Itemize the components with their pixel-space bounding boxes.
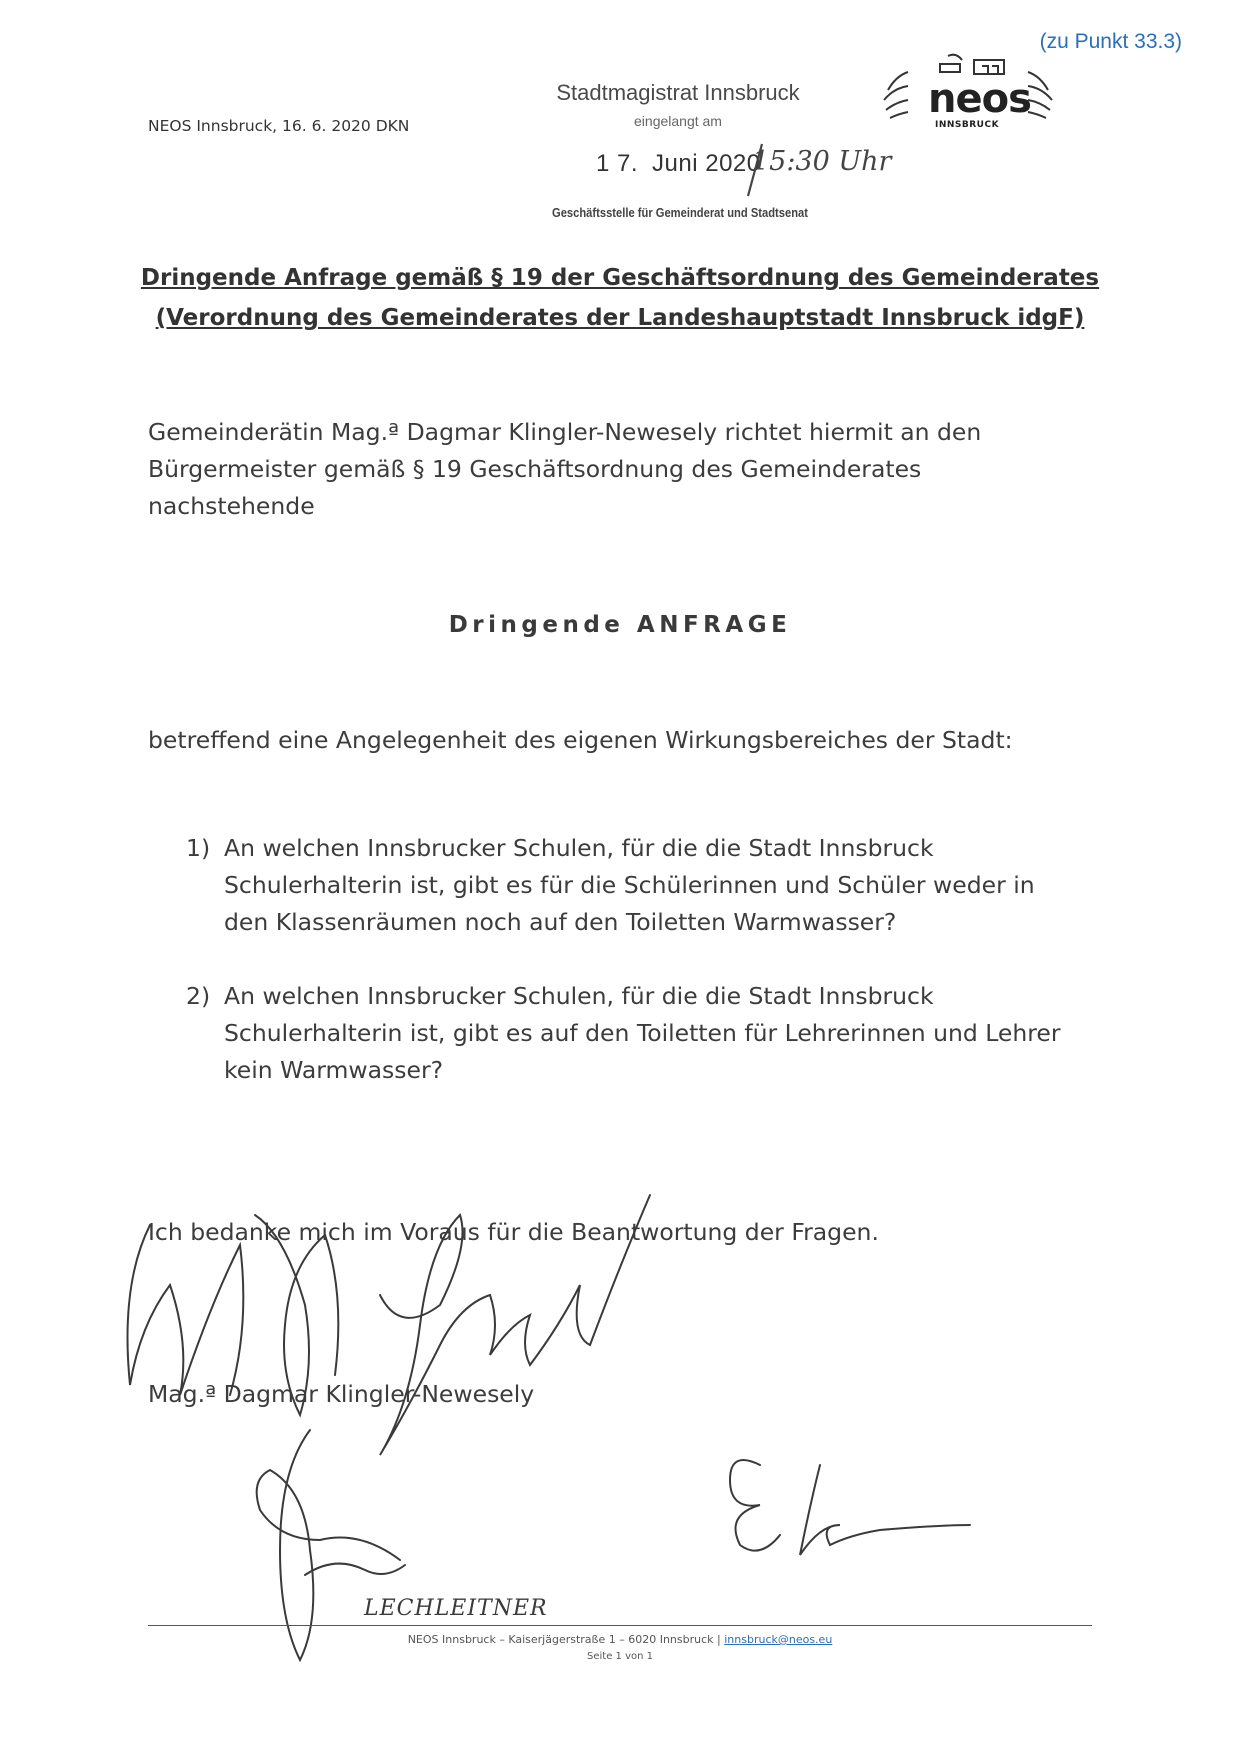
question-line: Schulerhalterin ist, gibt es auf den Toiletten für Lehrerinnen und Lehrer — [224, 1019, 1061, 1047]
document-title-line-1: Dringende Anfrage gemäß § 19 der Geschäftsordnung des Gemeinderates — [140, 265, 1100, 291]
intro-line: Gemeinderätin Mag.ª Dagmar Klingler-Newesely richtet hiermit an den — [148, 418, 982, 446]
closing-sentence: Ich bedanke mich im Voraus für die Beantwortung der Fragen. — [148, 1218, 879, 1246]
question-line: kein Warmwasser? — [224, 1056, 444, 1084]
stamp-office: Stadtmagistrat Innsbruck — [556, 80, 800, 105]
handwritten-name: LECHLEITNER — [364, 1596, 548, 1621]
footer-page-number: Seite 1 von 1 — [587, 1651, 653, 1662]
question-item — [186, 978, 1106, 1089]
reference-note: (zu Punkt 33.3) — [1039, 30, 1182, 53]
footer-email-link[interactable]: innsbruck@neos.eu — [724, 1633, 833, 1646]
stamp-department: Geschäftsstelle für Gemeinderat und Stadtsenat — [552, 205, 808, 220]
stamp-date-month-year: Juni 2020 — [652, 150, 761, 177]
question-number: 1) — [186, 834, 211, 862]
question-list — [186, 830, 1106, 1126]
footer-address-text: NEOS Innsbruck – Kaiserjägerstraße 1 – 6020 Innsbruck | — [407, 1633, 721, 1646]
stamp-received-label: eingelangt am — [634, 113, 722, 129]
request-heading: Dringende ANFRAGE — [448, 612, 792, 638]
stamp-handwritten-time: 15:30 Uhr — [752, 146, 892, 177]
question-line: An welchen Innsbrucker Schulen, für die die Stadt Innsbruck — [224, 982, 934, 1010]
question-line: An welchen Innsbrucker Schulen, für die die Stadt Innsbruck — [224, 834, 934, 862]
neos-logo-text: neos — [928, 76, 1031, 122]
question-line: den Klassenräumen noch auf den Toiletten Warmwasser? — [224, 908, 897, 936]
document-title-line-2: (Verordnung des Gemeinderates der Landeshauptstadt Innsbruck idgF) — [155, 305, 1085, 331]
signatory-name: Mag.ª Dagmar Klingler-Newesely — [148, 1380, 535, 1408]
footer-divider — [148, 1625, 1092, 1626]
question-item — [186, 830, 1106, 941]
intro-line: Bürgermeister gemäß § 19 Geschäftsordnung des Gemeinderates — [148, 455, 922, 483]
footer-address — [148, 1633, 1092, 1646]
sender-line: NEOS Innsbruck, 16. 6. 2020 DKN — [148, 117, 410, 135]
stamp-date — [596, 150, 761, 178]
subject-line: betreffend eine Angelegenheit des eigenen Wirkungsbereiches der Stadt: — [148, 726, 1013, 754]
stamp-date-day: 1 7. — [596, 150, 639, 177]
signature-stroke — [730, 1460, 780, 1551]
signature-stroke — [305, 1564, 405, 1575]
question-line: Schulerhalterin ist, gibt es für die Schülerinnen und Schüler weder in — [224, 871, 1035, 899]
intro-paragraph — [148, 414, 1088, 525]
neos-logo-subtitle: INNSBRUCK — [935, 120, 1000, 130]
intro-line: nachstehende — [148, 492, 315, 520]
question-number: 2) — [186, 982, 211, 1010]
signature-stroke — [800, 1465, 970, 1555]
